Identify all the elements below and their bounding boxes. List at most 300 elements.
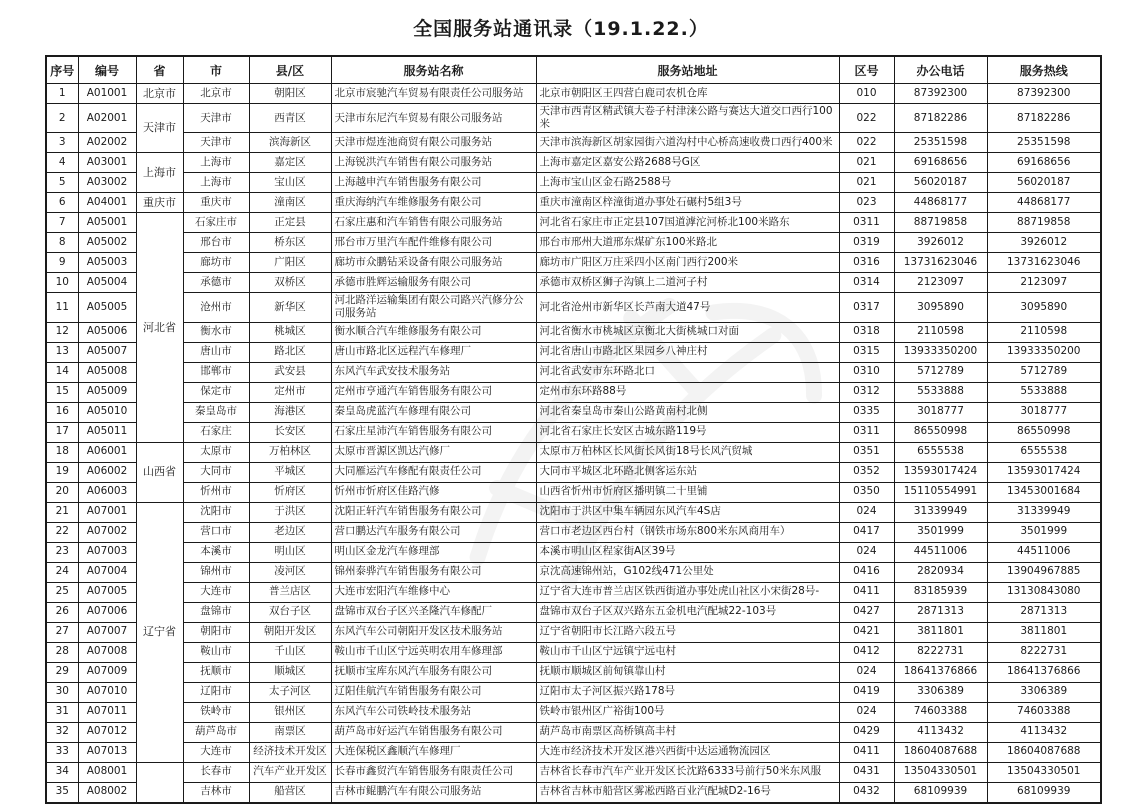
table-row xyxy=(46,522,1101,542)
table-row xyxy=(46,782,1101,803)
cell-hotline: 6555538 xyxy=(987,442,1101,462)
table-row xyxy=(46,582,1101,602)
table-row xyxy=(46,742,1101,762)
cell-no: 24 xyxy=(46,562,78,582)
table-row xyxy=(46,702,1101,722)
cell-code: A07012 xyxy=(78,722,136,742)
cell-code: A07006 xyxy=(78,602,136,622)
cell-hotline: 2123097 xyxy=(987,273,1101,293)
cell-code: A04001 xyxy=(78,193,136,213)
cell-city: 铁岭市 xyxy=(183,702,249,722)
cell-area-code: 0318 xyxy=(839,322,894,342)
cell-no: 11 xyxy=(46,293,78,322)
cell-district: 海港区 xyxy=(249,402,331,422)
cell-office-phone: 56020187 xyxy=(894,173,987,193)
cell-office-phone: 3811801 xyxy=(894,622,987,642)
cell-address: 大连市经济技术开发区港兴西街中达运通物流园区 xyxy=(536,742,839,762)
cell-code: A05008 xyxy=(78,362,136,382)
cell-no: 6 xyxy=(46,193,78,213)
cell-address: 重庆市潼南区梓潼街道办事处石碾村5组3号 xyxy=(536,193,839,213)
table-row xyxy=(46,402,1101,422)
cell-area-code: 0412 xyxy=(839,642,894,662)
cell-area-code: 0316 xyxy=(839,253,894,273)
table-row xyxy=(46,722,1101,742)
table-row xyxy=(46,762,1101,782)
cell-office-phone: 13731623046 xyxy=(894,253,987,273)
cell-area-code: 0421 xyxy=(839,622,894,642)
cell-station-name: 东风汽车公司铁岭技术服务站 xyxy=(331,702,536,722)
cell-city: 吉林市 xyxy=(183,782,249,803)
table-row xyxy=(46,342,1101,362)
cell-district: 广阳区 xyxy=(249,253,331,273)
cell-no: 33 xyxy=(46,742,78,762)
cell-city: 锦州市 xyxy=(183,562,249,582)
cell-station-name: 唐山市路北区远程汽车修理厂 xyxy=(331,342,536,362)
cell-station-name: 重庆海纳汽车维修服务有限公司 xyxy=(331,193,536,213)
cell-station-name: 邢台市万里汽车配件维修有限公司 xyxy=(331,233,536,253)
cell-district: 桃城区 xyxy=(249,322,331,342)
cell-hotline: 44868177 xyxy=(987,193,1101,213)
cell-no: 32 xyxy=(46,722,78,742)
cell-office-phone: 5712789 xyxy=(894,362,987,382)
cell-address: 河北省石家庄长安区古城东路119号 xyxy=(536,422,839,442)
cell-city: 秦皇岛市 xyxy=(183,402,249,422)
cell-code: A05011 xyxy=(78,422,136,442)
cell-hotline: 56020187 xyxy=(987,173,1101,193)
cell-no: 25 xyxy=(46,582,78,602)
cell-city: 廊坊市 xyxy=(183,253,249,273)
table-row xyxy=(46,482,1101,502)
cell-station-name: 上海锐洪汽车销售有限公司服务站 xyxy=(331,153,536,173)
cell-office-phone: 6555538 xyxy=(894,442,987,462)
cell-station-name: 廊坊市众鹏钻采设备有限公司服务站 xyxy=(331,253,536,273)
cell-district: 定州市 xyxy=(249,382,331,402)
cell-city: 大同市 xyxy=(183,462,249,482)
table-row xyxy=(46,502,1101,522)
cell-area-code: 010 xyxy=(839,84,894,104)
cell-area-code: 0431 xyxy=(839,762,894,782)
cell-no: 22 xyxy=(46,522,78,542)
cell-city: 长春市 xyxy=(183,762,249,782)
cell-hotline: 2110598 xyxy=(987,322,1101,342)
cell-city: 辽阳市 xyxy=(183,682,249,702)
cell-hotline: 87392300 xyxy=(987,84,1101,104)
cell-station-name: 葫芦岛市好运汽车销售服务有限公司 xyxy=(331,722,536,742)
cell-address: 定州市东环路88号 xyxy=(536,382,839,402)
cell-district: 明山区 xyxy=(249,542,331,562)
cell-area-code: 0317 xyxy=(839,293,894,322)
cell-area-code: 0429 xyxy=(839,722,894,742)
cell-area-code: 0417 xyxy=(839,522,894,542)
cell-area-code: 0352 xyxy=(839,462,894,482)
cell-office-phone: 2110598 xyxy=(894,322,987,342)
cell-area-code: 0411 xyxy=(839,742,894,762)
cell-city: 重庆市 xyxy=(183,193,249,213)
cell-district: 汽车产业开发区 xyxy=(249,762,331,782)
cell-station-name: 鞍山市千山区宁远英明农用车修理部 xyxy=(331,642,536,662)
cell-station-name: 北京市宸驰汽车贸易有限责任公司服务站 xyxy=(331,84,536,104)
cell-address: 沈阳市于洪区中集车辆园东风汽车4S店 xyxy=(536,502,839,522)
cell-address: 天津市滨海新区胡家园街六道沟村中心桥高速收费口西行400米 xyxy=(536,133,839,153)
cell-hotline: 13933350200 xyxy=(987,342,1101,362)
cell-code: A07005 xyxy=(78,582,136,602)
cell-area-code: 023 xyxy=(839,193,894,213)
cell-area-code: 022 xyxy=(839,104,894,133)
cell-office-phone: 4113432 xyxy=(894,722,987,742)
cell-code: A05001 xyxy=(78,213,136,233)
cell-no: 28 xyxy=(46,642,78,662)
column-header: 市 xyxy=(183,56,249,84)
cell-province xyxy=(136,762,183,803)
cell-station-name: 忻州市忻府区佳路汽修 xyxy=(331,482,536,502)
cell-hotline: 18604087688 xyxy=(987,742,1101,762)
table-row xyxy=(46,442,1101,462)
cell-station-name: 定州市亨通汽车销售服务有限公司 xyxy=(331,382,536,402)
column-header: 服务站地址 xyxy=(536,56,839,84)
cell-address: 辽阳市太子河区振兴路178号 xyxy=(536,682,839,702)
cell-no: 18 xyxy=(46,442,78,462)
cell-office-phone: 13933350200 xyxy=(894,342,987,362)
cell-hotline: 87182286 xyxy=(987,104,1101,133)
table-row xyxy=(46,153,1101,173)
cell-station-name: 衡水顺合汽车维修服务有限公司 xyxy=(331,322,536,342)
cell-district: 忻府区 xyxy=(249,482,331,502)
cell-no: 26 xyxy=(46,602,78,622)
cell-code: A01001 xyxy=(78,84,136,104)
cell-district: 正定县 xyxy=(249,213,331,233)
table-row xyxy=(46,193,1101,213)
cell-no: 19 xyxy=(46,462,78,482)
cell-code: A07011 xyxy=(78,702,136,722)
cell-address: 盘锦市双台子区双兴路东五金机电汽配城22-103号 xyxy=(536,602,839,622)
cell-area-code: 0351 xyxy=(839,442,894,462)
cell-area-code: 0312 xyxy=(839,382,894,402)
cell-code: A07001 xyxy=(78,502,136,522)
cell-province: 辽宁省 xyxy=(136,502,183,762)
cell-province: 北京市 xyxy=(136,84,183,104)
cell-city: 营口市 xyxy=(183,522,249,542)
cell-address: 辽宁省大连市普兰店区铁西街道办事处虎山社区小宋街28号- xyxy=(536,582,839,602)
table-row xyxy=(46,602,1101,622)
cell-district: 于洪区 xyxy=(249,502,331,522)
cell-address: 河北省石家庄市正定县107国道滹沱河桥北100米路东 xyxy=(536,213,839,233)
cell-address: 本溪市明山区程家街A区39号 xyxy=(536,542,839,562)
cell-area-code: 0419 xyxy=(839,682,894,702)
cell-hotline: 5533888 xyxy=(987,382,1101,402)
cell-hotline: 18641376866 xyxy=(987,662,1101,682)
column-header: 省 xyxy=(136,56,183,84)
cell-city: 朝阳市 xyxy=(183,622,249,642)
cell-station-name: 明山区金龙汽车修理部 xyxy=(331,542,536,562)
cell-district: 船营区 xyxy=(249,782,331,803)
cell-address: 河北省唐山市路北区果园乡八神庄村 xyxy=(536,342,839,362)
cell-office-phone: 44511006 xyxy=(894,542,987,562)
table-row xyxy=(46,104,1101,133)
cell-area-code: 0319 xyxy=(839,233,894,253)
cell-office-phone: 18604087688 xyxy=(894,742,987,762)
cell-province: 上海市 xyxy=(136,153,183,193)
cell-address: 上海市宝山区金石路2588号 xyxy=(536,173,839,193)
cell-city: 上海市 xyxy=(183,173,249,193)
table-row xyxy=(46,622,1101,642)
cell-city: 沧州市 xyxy=(183,293,249,322)
cell-area-code: 0416 xyxy=(839,562,894,582)
cell-code: A05005 xyxy=(78,293,136,322)
cell-code: A05004 xyxy=(78,273,136,293)
cell-hotline: 74603388 xyxy=(987,702,1101,722)
cell-address: 抚顺市顺城区前甸镇靠山村 xyxy=(536,662,839,682)
cell-city: 沈阳市 xyxy=(183,502,249,522)
cell-district: 滨海新区 xyxy=(249,133,331,153)
cell-station-name: 辽阳佳航汽车销售服务有限公司 xyxy=(331,682,536,702)
table-row xyxy=(46,682,1101,702)
cell-city: 石家庄市 xyxy=(183,213,249,233)
cell-office-phone: 5533888 xyxy=(894,382,987,402)
cell-station-name: 大连市宏阳汽车维修中心 xyxy=(331,582,536,602)
cell-station-name: 营口鹏达汽车服务有限公司 xyxy=(331,522,536,542)
cell-station-name: 太原市晋源区凯达汽修厂 xyxy=(331,442,536,462)
cell-code: A05006 xyxy=(78,322,136,342)
cell-province: 天津市 xyxy=(136,104,183,153)
table-row xyxy=(46,273,1101,293)
cell-district: 凌河区 xyxy=(249,562,331,582)
cell-address: 河北省秦皇岛市秦山公路黄南村北侧 xyxy=(536,402,839,422)
table-row xyxy=(46,542,1101,562)
cell-station-name: 天津市东尼汽车贸易有限公司服务站 xyxy=(331,104,536,133)
cell-no: 2 xyxy=(46,104,78,133)
table-row xyxy=(46,233,1101,253)
cell-city: 邯郸市 xyxy=(183,362,249,382)
cell-code: A07007 xyxy=(78,622,136,642)
cell-no: 29 xyxy=(46,662,78,682)
cell-district: 平城区 xyxy=(249,462,331,482)
cell-station-name: 天津市煜连池商贸有限公司服务站 xyxy=(331,133,536,153)
cell-code: A08002 xyxy=(78,782,136,803)
cell-hotline: 13904967885 xyxy=(987,562,1101,582)
cell-office-phone: 13593017424 xyxy=(894,462,987,482)
cell-hotline: 44511006 xyxy=(987,542,1101,562)
cell-office-phone: 31339949 xyxy=(894,502,987,522)
cell-district: 双桥区 xyxy=(249,273,331,293)
cell-area-code: 021 xyxy=(839,153,894,173)
table-row xyxy=(46,382,1101,402)
cell-area-code: 0311 xyxy=(839,213,894,233)
cell-area-code: 0350 xyxy=(839,482,894,502)
cell-hotline: 3811801 xyxy=(987,622,1101,642)
cell-city: 邢台市 xyxy=(183,233,249,253)
cell-city: 葫芦岛市 xyxy=(183,722,249,742)
column-header: 办公电话 xyxy=(894,56,987,84)
cell-hotline: 68109939 xyxy=(987,782,1101,803)
cell-no: 1 xyxy=(46,84,78,104)
cell-address: 廊坊市广阳区万庄采四小区南门西行200米 xyxy=(536,253,839,273)
cell-area-code: 024 xyxy=(839,702,894,722)
cell-code: A07009 xyxy=(78,662,136,682)
cell-hotline: 3095890 xyxy=(987,293,1101,322)
header-row xyxy=(46,56,1101,84)
cell-no: 15 xyxy=(46,382,78,402)
cell-code: A05002 xyxy=(78,233,136,253)
cell-district: 路北区 xyxy=(249,342,331,362)
cell-station-name: 抚顺市宝库东风汽车服务有限公司 xyxy=(331,662,536,682)
cell-code: A07008 xyxy=(78,642,136,662)
cell-no: 20 xyxy=(46,482,78,502)
cell-district: 太子河区 xyxy=(249,682,331,702)
cell-city: 忻州市 xyxy=(183,482,249,502)
cell-district: 新华区 xyxy=(249,293,331,322)
cell-no: 14 xyxy=(46,362,78,382)
page-title: 全国服务站通讯录（19.1.22.） xyxy=(413,18,709,40)
cell-station-name: 石家庄惠和汽车销售有限公司服务站 xyxy=(331,213,536,233)
cell-city: 北京市 xyxy=(183,84,249,104)
cell-district: 银州区 xyxy=(249,702,331,722)
cell-address: 葫芦岛市南票区高桥镇高丰村 xyxy=(536,722,839,742)
cell-office-phone: 87182286 xyxy=(894,104,987,133)
cell-station-name: 沈阳正轩汽车销售服务有限公司 xyxy=(331,502,536,522)
cell-hotline: 3018777 xyxy=(987,402,1101,422)
cell-area-code: 0315 xyxy=(839,342,894,362)
cell-office-phone: 44868177 xyxy=(894,193,987,213)
cell-area-code: 024 xyxy=(839,502,894,522)
cell-office-phone: 13504330501 xyxy=(894,762,987,782)
table-row xyxy=(46,253,1101,273)
cell-office-phone: 25351598 xyxy=(894,133,987,153)
table-body xyxy=(46,84,1101,803)
cell-hotline: 13504330501 xyxy=(987,762,1101,782)
cell-office-phone: 2820934 xyxy=(894,562,987,582)
cell-office-phone: 3018777 xyxy=(894,402,987,422)
cell-address: 天津市西青区精武镇大卷子村津涞公路与赛达大道交口西行100米 xyxy=(536,104,839,133)
cell-office-phone: 2123097 xyxy=(894,273,987,293)
table-row xyxy=(46,133,1101,153)
cell-city: 保定市 xyxy=(183,382,249,402)
table-row xyxy=(46,462,1101,482)
cell-area-code: 024 xyxy=(839,662,894,682)
cell-code: A05010 xyxy=(78,402,136,422)
cell-address: 吉林省长春市汽车产业开发区长沈路6333号前行50米东风服 xyxy=(536,762,839,782)
cell-area-code: 0310 xyxy=(839,362,894,382)
table-row xyxy=(46,642,1101,662)
cell-city: 盘锦市 xyxy=(183,602,249,622)
table-row xyxy=(46,173,1101,193)
cell-no: 23 xyxy=(46,542,78,562)
cell-office-phone: 88719858 xyxy=(894,213,987,233)
cell-address: 营口市老边区西台村（钢铁市场东800米东风商用车） xyxy=(536,522,839,542)
cell-address: 太原市万柏林区长风街长风街18号长风汽贸城 xyxy=(536,442,839,462)
cell-city: 抚顺市 xyxy=(183,662,249,682)
cell-office-phone: 15110554991 xyxy=(894,482,987,502)
cell-area-code: 0427 xyxy=(839,602,894,622)
table-row xyxy=(46,422,1101,442)
cell-code: A06003 xyxy=(78,482,136,502)
cell-district: 长安区 xyxy=(249,422,331,442)
cell-hotline: 13453001684 xyxy=(987,482,1101,502)
cell-district: 桥东区 xyxy=(249,233,331,253)
cell-code: A03001 xyxy=(78,153,136,173)
cell-station-name: 承德市胜辉运输服务有限公司 xyxy=(331,273,536,293)
cell-city: 石家庄 xyxy=(183,422,249,442)
cell-city: 鞍山市 xyxy=(183,642,249,662)
cell-code: A06002 xyxy=(78,462,136,482)
cell-station-name: 盘锦市双台子区兴圣隆汽车修配厂 xyxy=(331,602,536,622)
cell-no: 8 xyxy=(46,233,78,253)
cell-code: A05009 xyxy=(78,382,136,402)
cell-city: 大连市 xyxy=(183,742,249,762)
cell-district: 朝阳区 xyxy=(249,84,331,104)
cell-address: 辽宁省朝阳市长江路六段五号 xyxy=(536,622,839,642)
cell-area-code: 0411 xyxy=(839,582,894,602)
cell-area-code: 021 xyxy=(839,173,894,193)
cell-address: 山西省忻州市忻府区播明镇二十里铺 xyxy=(536,482,839,502)
cell-office-phone: 3306389 xyxy=(894,682,987,702)
cell-district: 宝山区 xyxy=(249,173,331,193)
cell-station-name: 大连保税区鑫顺汽车修理厂 xyxy=(331,742,536,762)
cell-code: A05007 xyxy=(78,342,136,362)
cell-station-name: 大同雁运汽车修配有限责任公司 xyxy=(331,462,536,482)
table-row xyxy=(46,84,1101,104)
table-row xyxy=(46,293,1101,322)
cell-district: 朝阳开发区 xyxy=(249,622,331,642)
cell-station-name: 锦州泰骅汽车销售服务有限公司 xyxy=(331,562,536,582)
cell-code: A05003 xyxy=(78,253,136,273)
cell-office-phone: 87392300 xyxy=(894,84,987,104)
cell-station-name: 东风汽车武安技术服务站 xyxy=(331,362,536,382)
cell-code: A06001 xyxy=(78,442,136,462)
cell-code: A07013 xyxy=(78,742,136,762)
cell-city: 太原市 xyxy=(183,442,249,462)
cell-city: 天津市 xyxy=(183,133,249,153)
cell-district: 普兰店区 xyxy=(249,582,331,602)
cell-station-name: 石家庄星沛汽车销售服务有限公司 xyxy=(331,422,536,442)
column-header: 序号 xyxy=(46,56,78,84)
column-header: 编号 xyxy=(78,56,136,84)
table-row xyxy=(46,662,1101,682)
cell-no: 13 xyxy=(46,342,78,362)
cell-station-name: 秦皇岛虎蓝汽车修理有限公司 xyxy=(331,402,536,422)
cell-area-code: 024 xyxy=(839,542,894,562)
cell-address: 承德市双桥区狮子沟镇上二道河子村 xyxy=(536,273,839,293)
cell-code: A03002 xyxy=(78,173,136,193)
cell-no: 21 xyxy=(46,502,78,522)
cell-no: 7 xyxy=(46,213,78,233)
cell-no: 35 xyxy=(46,782,78,803)
cell-code: A02002 xyxy=(78,133,136,153)
cell-hotline: 13593017424 xyxy=(987,462,1101,482)
cell-district: 老边区 xyxy=(249,522,331,542)
cell-area-code: 0314 xyxy=(839,273,894,293)
cell-province: 重庆市 xyxy=(136,193,183,213)
cell-office-phone: 69168656 xyxy=(894,153,987,173)
cell-district: 经济技术开发区 xyxy=(249,742,331,762)
cell-office-phone: 74603388 xyxy=(894,702,987,722)
cell-address: 河北省沧州市新华区长芦南大道47号 xyxy=(536,293,839,322)
cell-hotline: 13731623046 xyxy=(987,253,1101,273)
cell-hotline: 4113432 xyxy=(987,722,1101,742)
cell-address: 河北省武安市东环路北口 xyxy=(536,362,839,382)
cell-province: 山西省 xyxy=(136,442,183,502)
cell-city: 衡水市 xyxy=(183,322,249,342)
cell-code: A08001 xyxy=(78,762,136,782)
cell-district: 武安县 xyxy=(249,362,331,382)
cell-office-phone: 3095890 xyxy=(894,293,987,322)
cell-no: 17 xyxy=(46,422,78,442)
cell-office-phone: 86550998 xyxy=(894,422,987,442)
column-header: 区号 xyxy=(839,56,894,84)
cell-district: 万柏林区 xyxy=(249,442,331,462)
table-row xyxy=(46,562,1101,582)
cell-hotline: 5712789 xyxy=(987,362,1101,382)
cell-code: A02001 xyxy=(78,104,136,133)
